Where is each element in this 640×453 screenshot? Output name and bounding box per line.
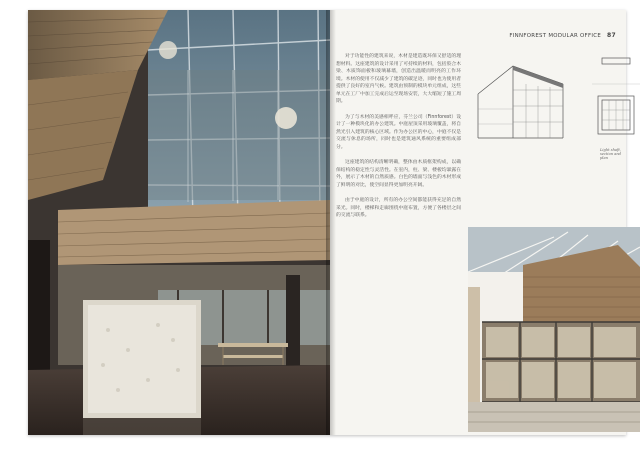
page-gutter [326, 10, 336, 435]
body-text [336, 53, 461, 228]
header-title: FINNFOREST MODULAR OFFICE [509, 33, 602, 39]
body-paragraph: 对于功能性的建筑来说，木材是建造既环保又舒适的理想材料。这座建筑的设计采用了可持续的材料，包括胶合木梁、木质饰面板和玻璃幕墙，创造出温暖而明亮的工作环境。木材的使用不仅减少了建筑的碳足迹，同时也为使用者提供了良好的室内气候。建筑由预制的模块单元组成，这些单元在工厂中加工完成后运至现场安装，大大缩短了施工周期。 [336, 54, 461, 104]
book-spread [28, 10, 626, 435]
page-number: 87 [607, 32, 616, 39]
body-paragraph: 这座建筑的结构清晰明确，整体由木质框架构成，以确保结构的稳定性与灵活性。在室内，柱、梁、楼板均暴露在外，展示了木材的自然质感。白色的墙面与浅色的木材形成了鲜明的对比，使空间显得更加明亮开阔。 [336, 160, 461, 188]
atrium-photo-illustration [28, 10, 330, 435]
plan-drawing [584, 54, 640, 140]
light-shaft-illustration [468, 227, 640, 432]
body-paragraph: 为了与木材的美感相呼应，芬兰公司（Finnforest）设计了一种模块化的办公建筑。中庭屋顶采用玻璃覆盖，将自然光引入建筑的核心区域。作为办公区的中心，中庭不仅是交流与休息的场所，同时也是建筑通风系统的重要组成部分。 [336, 114, 461, 150]
body-paragraph: 由于中庭的设计，所有的办公空间都能获得充足的自然采光。同时，楼梯和走廊围绕中庭布置，方便了各楼层之间的交流与联系。 [336, 198, 461, 218]
atrium-photo [28, 10, 330, 435]
section-drawing [468, 54, 573, 140]
running-header [509, 32, 616, 39]
light-shaft-photo [468, 227, 640, 432]
drawing-caption: Light shaft, section and plan [600, 148, 621, 160]
